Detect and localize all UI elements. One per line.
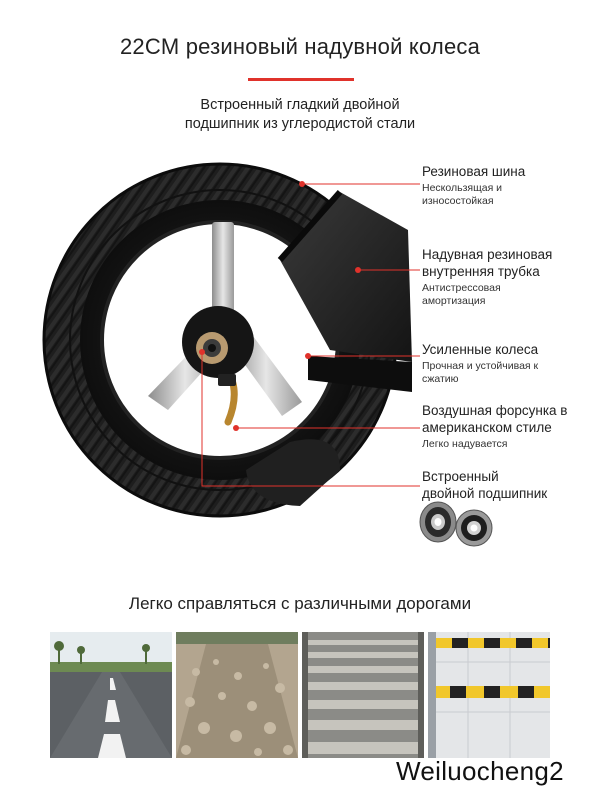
callout-air-valve [422, 402, 600, 451]
callout-inner-tube-desc-2: амортизация [422, 295, 486, 307]
hub [182, 306, 254, 378]
callout-air-valve-desc-1: Легко надувается [422, 438, 508, 450]
wheel-illustration [40, 130, 460, 550]
callout-inner-tube [422, 246, 600, 308]
bearing-left [420, 502, 456, 542]
speed-bump-top [428, 638, 550, 648]
page-title: 22CM резиновый надувной колеса [119, 34, 481, 59]
watermark: Weiluocheng2 [396, 756, 564, 786]
road-photo-asphalt [50, 632, 172, 758]
speed-bump-bottom [428, 686, 550, 698]
callout-inner-tube-title-1: Надувная резиновая [422, 247, 553, 262]
callout-reinforced-wheel [422, 341, 600, 386]
roads-title: Легко справляться с различными дорогами [128, 594, 472, 613]
callout-bearing-title-2: двойной подшипник [422, 486, 548, 501]
subtitle-line-2: подшипник из углеродистой стали [184, 116, 416, 132]
bearing-illustration [416, 500, 500, 548]
callout-tire-desc-2: износостойкая [422, 195, 494, 207]
callout-tire [422, 163, 600, 208]
subtitle-line-1: Встроенный гладкий двойной [200, 97, 400, 113]
title-accent-rule [248, 78, 354, 81]
callout-air-valve-title-1: Воздушная форсунка в [422, 403, 568, 418]
callout-reinforced-wheel-desc-2: сжатию [422, 373, 459, 385]
callout-air-valve-title-2: американском стиле [422, 420, 552, 435]
bearing-right [456, 510, 492, 546]
callout-tire-desc-1: Нескользящая и [422, 182, 503, 194]
callout-inner-tube-desc-1: Антистрессовая [422, 282, 501, 294]
road-photo-stairs [302, 632, 424, 758]
road-photo-cobblestone [176, 632, 298, 758]
subtitle [150, 96, 450, 134]
callout-reinforced-wheel-title: Усиленные колеса [422, 342, 539, 357]
callout-tire-title: Резиновая шина [422, 164, 526, 179]
callout-bearing-title-1: Встроенный [422, 469, 499, 484]
callout-bearing [422, 468, 600, 502]
road-photo-speed-bump [428, 632, 550, 758]
callout-inner-tube-title-2: внутренняя трубка [422, 264, 540, 279]
callout-reinforced-wheel-desc-1: Прочная и устойчивая к [422, 360, 539, 372]
